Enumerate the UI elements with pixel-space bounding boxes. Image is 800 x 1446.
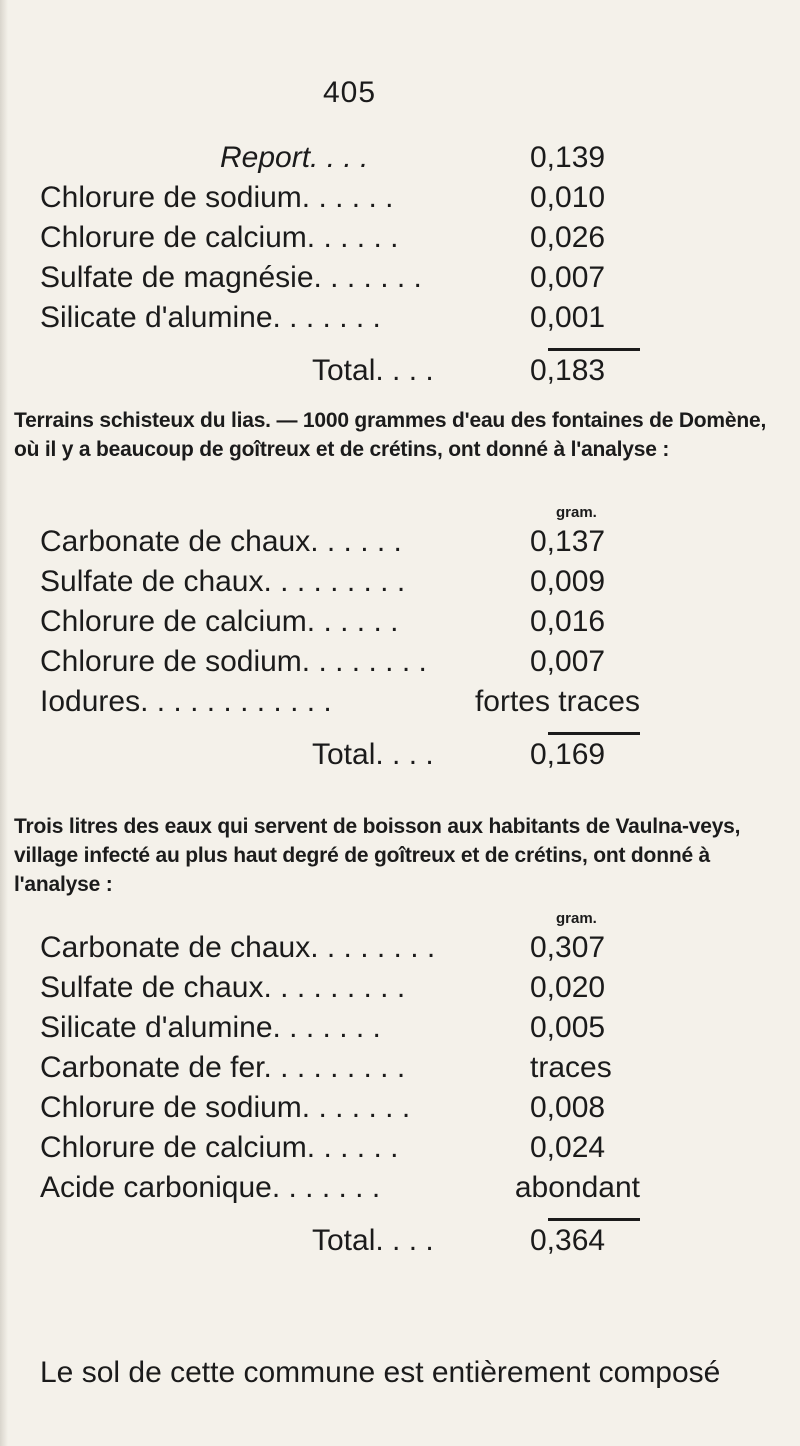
row-value: traces <box>530 1051 612 1084</box>
scan-edge <box>0 0 8 1446</box>
row-value: 0,020 <box>530 971 606 1004</box>
row-value: 0,009 <box>530 565 606 598</box>
table-row <box>40 258 640 298</box>
row-label: Chlorure de sodium. . . . . . <box>40 181 394 214</box>
table-row <box>40 178 640 218</box>
total-row <box>40 735 640 775</box>
row-label: Iodures. . . . . . . . . . . . <box>40 685 332 718</box>
row-label: Carbonate de chaux. . . . . . <box>40 525 402 558</box>
table-row <box>40 1168 640 1208</box>
row-value: 0,016 <box>530 605 606 638</box>
table-row <box>40 1008 640 1048</box>
total-value: 0,364 <box>530 1224 606 1257</box>
row-label: Chlorure de calcium. . . . . . <box>40 1131 399 1164</box>
analysis-table-3 <box>40 910 640 1261</box>
row-value: 0,139 <box>530 141 606 174</box>
row-label: Report. . . . <box>220 141 369 174</box>
page-number: 405 <box>323 76 377 109</box>
table-row <box>40 642 640 682</box>
row-label: Chlorure de calcium. . . . . . <box>40 605 399 638</box>
analysis-table-2 <box>40 504 640 775</box>
paragraph-text: Trois litres des eaux qui servent de boisson aux habitants de Vaulna-veys, village infecté au plus haut degré de goîtreux et de crétins, ont donné à l'analyse : <box>14 815 741 896</box>
row-value: 0,137 <box>530 525 606 558</box>
row-label: Carbonate de chaux. . . . . . . . <box>40 931 436 964</box>
total-row <box>40 1221 640 1261</box>
row-value: fortes traces <box>474 685 640 718</box>
table-row <box>40 968 640 1008</box>
row-label: Silicate d'alumine. . . . . . . <box>40 1011 381 1044</box>
table-row <box>40 602 640 642</box>
table-row <box>40 562 640 602</box>
row-value: 0,007 <box>530 645 606 678</box>
total-label: Total. . . . <box>312 738 434 771</box>
table-row <box>40 138 640 178</box>
row-value: abondant <box>514 1171 640 1204</box>
unit-label: gram. <box>556 504 597 521</box>
row-label: Acide carbonique. . . . . . . <box>40 1171 381 1204</box>
row-value: 0,307 <box>530 931 606 964</box>
table-row <box>40 298 640 338</box>
row-label: Sulfate de chaux. . . . . . . . . <box>40 971 406 1004</box>
table-row <box>40 682 640 722</box>
row-label: Sulfate de magnésie. . . . . . . <box>40 261 422 294</box>
table-row <box>40 1128 640 1168</box>
total-label: Total. . . . <box>312 1224 434 1257</box>
table-row <box>40 1088 640 1128</box>
table-row <box>40 1048 640 1088</box>
row-label: Chlorure de sodium. . . . . . . . <box>40 645 427 678</box>
row-value: 0,001 <box>530 301 606 334</box>
paragraph <box>14 812 794 899</box>
row-label: Chlorure de sodium. . . . . . . <box>40 1091 411 1124</box>
row-value: 0,024 <box>530 1131 606 1164</box>
total-value: 0,183 <box>530 354 606 387</box>
row-value: 0,008 <box>530 1091 606 1124</box>
final-line: Le sol de cette commune est entièrement composé <box>40 1356 721 1389</box>
row-label: Sulfate de chaux. . . . . . . . . <box>40 565 406 598</box>
row-value: 0,010 <box>530 181 606 214</box>
analysis-table-1 <box>40 138 640 391</box>
row-label: Chlorure de calcium. . . . . . <box>40 221 399 254</box>
row-label: Silicate d'alumine. . . . . . . <box>40 301 381 334</box>
paragraph-text: Terrains schisteux du lias. — 1000 grammes d'eau des fontaines de Domène, où il y a beaucoup de goîtreux et de crétins, ont donné à l'analyse : <box>14 409 767 461</box>
total-row <box>40 351 640 391</box>
total-label: Total. . . . <box>312 354 434 387</box>
row-value: 0,007 <box>530 261 606 294</box>
table-row <box>40 928 640 968</box>
row-value: 0,026 <box>530 221 606 254</box>
paragraph <box>14 406 794 464</box>
row-value: 0,005 <box>530 1011 606 1044</box>
row-label: Carbonate de fer. . . . . . . . . <box>40 1051 406 1084</box>
table-row <box>40 522 640 562</box>
unit-label: gram. <box>556 910 597 927</box>
total-value: 0,169 <box>530 738 606 771</box>
table-row <box>40 218 640 258</box>
